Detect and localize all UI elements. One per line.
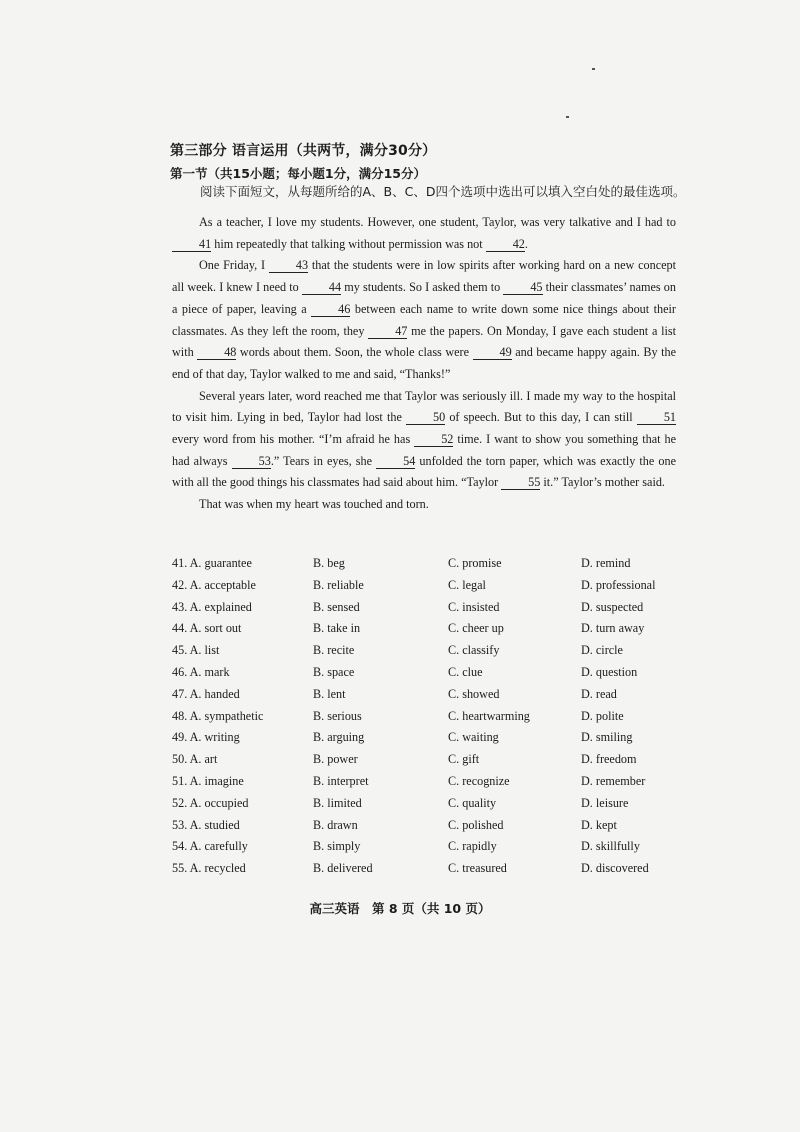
blank-46: 46 (311, 302, 350, 317)
passage-text: him repeatedly that talking without permission was not (211, 236, 486, 251)
option-choice: C. clue (448, 664, 483, 679)
option-row (172, 796, 692, 818)
blank-48: 48 (197, 345, 236, 360)
option-choice: D. skillfully (581, 839, 640, 854)
option-choice: B. drawn (313, 817, 358, 832)
option-choice: 53. A. studied (172, 817, 240, 832)
option-choice: C. rapidly (448, 839, 497, 854)
option-choice: D. turn away (581, 621, 645, 636)
option-choice: C. recognize (448, 773, 510, 788)
option-row (172, 752, 692, 774)
option-row (172, 600, 692, 622)
passage-text: time. I want to show you something that he had always (172, 432, 677, 468)
passage-text: words about them. Soon, the whole class were (236, 345, 473, 360)
blank-51: 51 (637, 410, 676, 425)
passage-text: my students. So I asked them to (341, 280, 504, 295)
option-choice: D. suspected (581, 599, 644, 614)
option-choice: 50. A. art (172, 752, 218, 767)
option-choice: C. polished (448, 817, 504, 832)
option-choice: C. gift (448, 752, 480, 767)
option-choice: B. simply (313, 839, 361, 854)
option-choice: C. insisted (448, 599, 500, 614)
option-row (172, 578, 692, 600)
option-choice: C. heartwarming (448, 708, 530, 723)
blank-53: 53 (232, 454, 271, 469)
option-row (172, 730, 692, 752)
section-title: 第三部分 语言运用（共两节，满分30分） (170, 143, 437, 159)
option-choice: D. kept (581, 817, 617, 832)
option-choice: C. cheer up (448, 621, 504, 636)
paragraph-1 (172, 212, 676, 255)
option-choice: B. power (313, 752, 358, 767)
cloze-passage (172, 212, 676, 516)
option-choice: D. remind (581, 556, 631, 570)
option-choice: B. beg (313, 556, 345, 570)
option-choice: 54. A. carefully (172, 839, 248, 854)
page-footer: 高三英语 第 8 页（共 10 页） (309, 901, 491, 916)
option-choice: C. showed (448, 686, 500, 701)
option-choice: D. discovered (581, 861, 649, 876)
blank-52: 52 (414, 432, 453, 447)
passage-text: One Friday, I (199, 258, 269, 273)
option-choice: D. professional (581, 577, 656, 592)
option-choice: D. remember (581, 773, 646, 788)
passage-text: and became happy again. By the end of that day, Taylor walked to me and said, “Thanks!” (172, 345, 676, 381)
option-choice: 52. A. occupied (172, 795, 249, 810)
option-choice: B. recite (313, 643, 355, 658)
passage-text: unfolded the torn paper, which was exactly the one with all the good things his classmates had said about him. “Taylor (172, 453, 676, 490)
option-row (172, 861, 692, 883)
option-row (172, 839, 692, 861)
option-choice: 46. A. mark (172, 664, 230, 679)
option-choice: 55. A. recycled (172, 861, 246, 876)
option-row (172, 687, 692, 709)
blank-41: 41 (172, 237, 211, 252)
blank-50: 50 (406, 410, 445, 425)
blank-55: 55 (501, 475, 540, 490)
paragraph-2 (172, 255, 676, 385)
option-choice: B. delivered (313, 861, 373, 876)
passage-text: . (524, 236, 528, 251)
option-choice: 47. A. handed (172, 686, 240, 701)
option-choice: B. space (313, 664, 355, 679)
option-choice: 51. A. imagine (172, 773, 244, 788)
option-choice: B. serious (313, 708, 362, 723)
paragraph-4: That was when my heart was touched and torn. (199, 497, 429, 512)
passage-text: .” Tears in eyes, she (270, 453, 377, 468)
option-choice: 44. A. sort out (172, 621, 242, 636)
option-choice: C. legal (448, 577, 486, 592)
passage-text: of speech. But to this day, I can still (445, 410, 637, 425)
passage-text: As a teacher, I love my students. However, one student, Taylor, was very talkative and I had to (199, 215, 676, 229)
option-choice: D. circle (581, 643, 623, 658)
option-row (172, 665, 692, 687)
option-choice: B. sensed (313, 599, 360, 614)
scan-speck (592, 68, 595, 70)
answer-options (172, 556, 692, 883)
option-choice: B. reliable (313, 577, 364, 592)
option-choice: B. limited (313, 795, 362, 810)
option-choice: C. waiting (448, 730, 499, 745)
option-row (172, 643, 692, 665)
blank-54: 54 (376, 454, 415, 469)
option-choice: B. lent (313, 686, 346, 701)
option-choice: D. freedom (581, 752, 637, 767)
passage-text: every word from his mother. “I’m afraid he has (172, 432, 415, 447)
blank-43: 43 (269, 258, 308, 273)
blank-49: 49 (473, 345, 512, 360)
option-choice: B. take in (313, 621, 361, 636)
blank-45: 45 (503, 280, 542, 295)
option-row (172, 709, 692, 731)
blank-44: 44 (302, 280, 341, 295)
option-choice: D. leisure (581, 795, 629, 810)
option-choice: 48. A. sympathetic (172, 708, 264, 723)
passage-text: it.” Taylor’s mother said. (540, 475, 665, 490)
blank-47: 47 (368, 324, 407, 339)
option-choice: D. read (581, 686, 617, 701)
option-row (172, 621, 692, 643)
instruction-text: 阅读下面短文，从每题所给的A、B、C、D四个选项中选出可以填入空白处的最佳选项。 (200, 184, 686, 199)
paragraph-3 (172, 386, 676, 495)
option-row (172, 818, 692, 840)
option-choice: D. polite (581, 708, 624, 723)
option-choice: 42. A. acceptable (172, 577, 256, 592)
passage-text: me the papers. On Monday, I gave each student a list with (172, 323, 677, 360)
option-choice: D. question (581, 664, 638, 679)
option-choice: C. classify (448, 643, 500, 658)
option-row (172, 556, 692, 578)
passage-text: their classmates’ names on a piece of paper, leaving a (172, 280, 676, 316)
option-choice: 41. A. guarantee (172, 556, 252, 570)
option-choice: D. smiling (581, 730, 633, 745)
option-choice: B. arguing (313, 730, 365, 745)
passage-text: Several years later, word reached me that Taylor was seriously ill. I made my way to the hospital to visit him. Lying in bed, Taylor had lost the (172, 388, 676, 425)
option-choice: 43. A. explained (172, 599, 252, 614)
option-choice: 49. A. writing (172, 730, 240, 745)
passage-text: between each name to write down some nice things about their classmates. As they left the room, they (172, 301, 676, 338)
option-choice: C. promise (448, 556, 502, 570)
option-choice: C. treasured (448, 861, 507, 876)
option-choice: C. quality (448, 795, 497, 810)
subsection-title: 第一节（共15小题；每小题1分，满分15分） (170, 166, 426, 181)
option-row (172, 774, 692, 796)
option-choice: B. interpret (313, 773, 369, 788)
option-choice: 45. A. list (172, 643, 220, 658)
blank-42: 42 (486, 237, 525, 252)
scan-speck (566, 116, 569, 118)
passage-text: that the students were in low spirits after working hard on a new concept all week. I knew I need to (172, 258, 676, 295)
